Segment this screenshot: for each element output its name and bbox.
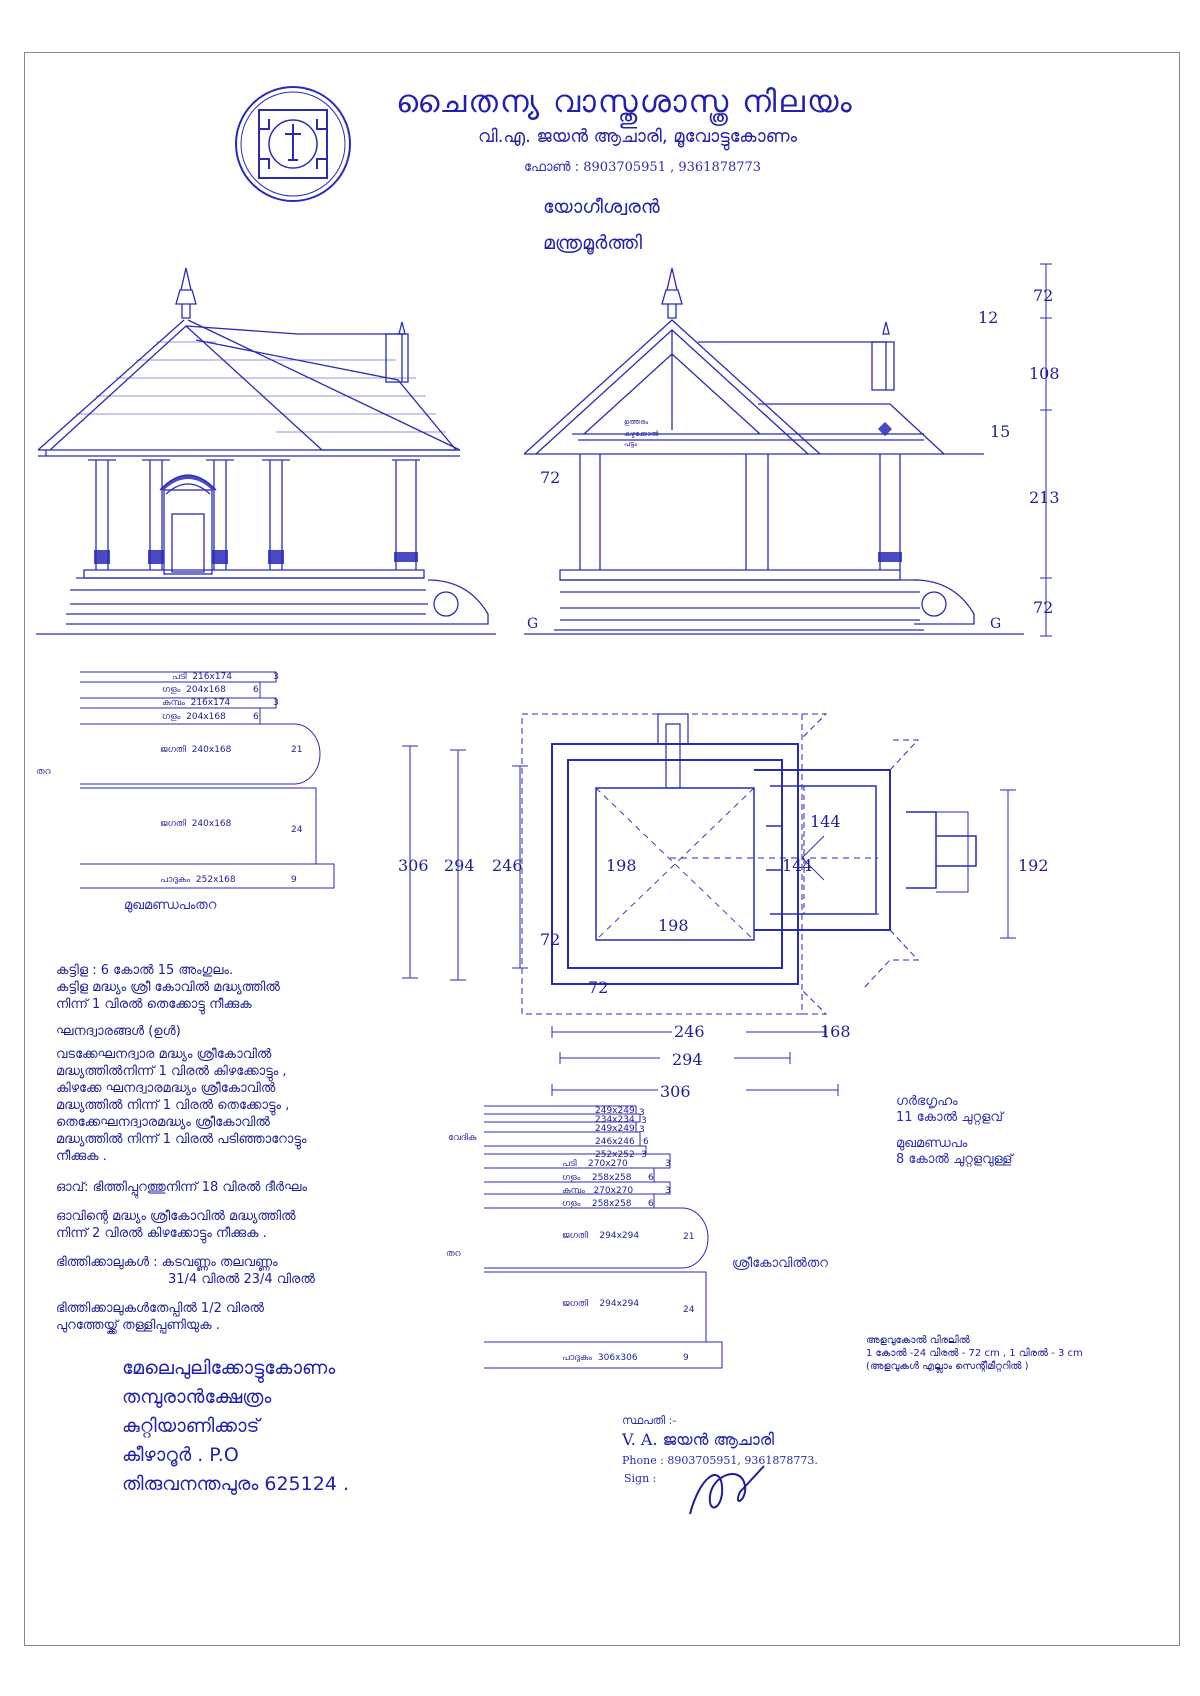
yantra-logo (232, 84, 354, 204)
plan-dim-246-bottom: 246 (674, 1022, 705, 1041)
mukha-row-5-size: 240x168 (191, 819, 232, 829)
plan-dim-294: 294 (444, 856, 475, 875)
plan-dim-144-top: 144 (810, 812, 841, 831)
garbha-title: ഗർഭഗൃഹം (896, 1094, 958, 1109)
front-elevation (36, 264, 496, 638)
sk-row-7-name: കമ്പം (562, 1186, 585, 1196)
plan-dim-246: 246 (492, 856, 523, 875)
elev-label-1: ഉത്തരം (624, 418, 649, 426)
sk-row-10-h: 24 (683, 1305, 695, 1315)
sk-row-0-h: 3 (639, 1108, 645, 1118)
sk-row-11-name: പാദുകം (562, 1353, 593, 1363)
sk-row-1-size: 234x234 (595, 1115, 635, 1125)
sk-side-label: തറ (446, 1249, 461, 1259)
note-12: ഓവ്: ഭിത്തിപ്പുറത്തുനിന്ന് 18 വിരൽ ദീർഘം (56, 1180, 307, 1195)
mukha-row-5-h: 24 (291, 825, 303, 835)
mukha-row-1-name: ഗളം (162, 685, 181, 695)
note-4: ഘനദ്വാരങ്ങൾ (ഉൾ) (56, 1024, 181, 1039)
note-6: മദ്ധ്യത്തിൽനിന്ന് 1 വിരൽ കിഴക്കോട്ടും , (56, 1064, 287, 1079)
signature-mark (680, 1456, 770, 1526)
spire-dim-12: 12 (978, 308, 999, 327)
mukha-row-2-size: 216x174 (190, 698, 231, 708)
mukha-row-0-h: 3 (273, 672, 279, 682)
height-dim-line (1034, 262, 1058, 638)
sk-row-6-size: 258x258 (591, 1173, 632, 1183)
plan-dim-306-bottom: 306 (660, 1082, 691, 1101)
mukha-row-3-size: 204x168 (186, 712, 226, 722)
mukha-row-4-h: 21 (291, 745, 303, 755)
mukha-row-2-h: 3 (273, 698, 279, 708)
height-dim-213: 213 (1029, 488, 1060, 507)
sk-row-5-h: 3 (665, 1159, 671, 1169)
sk-row-9-name: ജഗതി (562, 1231, 588, 1241)
measure-line-2: (അളവുകൾ എല്ലാം സെന്റീമീറ്ററിൽ ) (866, 1361, 1029, 1372)
sk-row-2-size: 249x249 (595, 1124, 635, 1134)
sreekovil-caption: ശ്രീകോവിൽതറ (732, 1256, 828, 1271)
note-7: കിഴക്കേ ഘനദ്വാരമദ്ധ്യം ശ്രീകോവിൽ (56, 1081, 276, 1096)
sk-row-9-size: 294x294 (599, 1231, 640, 1241)
sthapathi-phone: Phone : 8903705951, 9361878773. (622, 1454, 818, 1467)
garbha-value: 11 കോൽ ചുറ്റളവ് (896, 1110, 1003, 1125)
mukha-value: 8 കോൽ ചുറ്റളവുള്ള് (896, 1152, 1013, 1167)
vedika-label: വേദിക (448, 1133, 477, 1143)
sk-row-6-h: 6 (648, 1173, 654, 1183)
plan-dim-198-h: 198 (658, 916, 689, 935)
mukha-row-4-name: ജഗതി (160, 745, 186, 755)
note-3: നിന്ന് 1 വിരൽ തെക്കോട്ടു നീക്കുക (56, 997, 252, 1012)
note-15: ഭിത്തിക്കാലുകൾ : കടവണ്ണം തലവണ്ണം (56, 1255, 278, 1270)
mukha-title: മുഖമണ്ഡപം (896, 1136, 968, 1151)
measure-title: അളവുകോൽ വിരലിൽ (866, 1335, 970, 1346)
sk-row-10-size: 294x294 (599, 1299, 640, 1309)
note-10: മദ്ധ്യത്തിൽ നിന്ന് 1 വിരൽ പടിഞ്ഞാറോട്ടും (56, 1132, 307, 1147)
plan-dim-144-mid: 144 (782, 856, 813, 875)
plan-dim-198-v: 198 (606, 856, 637, 875)
construction-notes (56, 962, 315, 1334)
mukha-row-5-name: ജഗതി (160, 819, 186, 829)
mukha-row-1-size: 204x168 (186, 685, 226, 695)
mukha-row-6-name: പാദുകം (160, 875, 191, 885)
sk-row-4-h: 3 (641, 1150, 647, 1160)
sk-row-3-size: 246x246 (595, 1137, 635, 1147)
note-17: ഭിത്തിക്കാലുകൾതേപ്പിൽ 1/2 വിരൽ (56, 1301, 265, 1316)
note-14: നിന്ന് 2 വിരൽ കിഴക്കോട്ടും നീക്കുക . (56, 1226, 267, 1241)
plan-dim-168-bottom: 168 (820, 1022, 851, 1041)
note-11: നീക്കുക . (56, 1149, 107, 1164)
note-18: പുറത്തേയ്ക്ക് തള്ളിപ്പണിയുക . (56, 1318, 220, 1333)
owner-name: വി.എ. ജയൻ ആചാരി, മൂവോട്ടുകോണം (478, 126, 797, 147)
mukha-side-label: തറ (36, 767, 51, 777)
sk-row-1-h: 3 (641, 1116, 647, 1126)
mukha-row-6-h: 9 (291, 875, 297, 885)
measure-line-1: 1 കോൽ -24 വിരൽ - 72 cm , 1 വിരൽ - 3 cm (866, 1348, 1083, 1359)
sk-row-11-size: 306x306 (597, 1353, 638, 1363)
height-dim-72-top: 72 (1033, 286, 1054, 305)
sk-row-10-name: ജഗതി (562, 1299, 588, 1309)
elev-label-3: പട്ടം (624, 440, 638, 448)
note-5: വടക്കേഘനദ്വാര മദ്ധ്യം ശ്രീകോവിൽ (56, 1047, 272, 1062)
sk-row-8-name: ഗളം (562, 1199, 581, 1209)
note-9: തെക്കേഘനദ്വാരമദ്ധ്യം ശ്രീകോവിൽ (56, 1115, 270, 1130)
deity-form: മന്ത്രമൂർത്തി (543, 232, 642, 254)
sk-row-7-h: 3 (665, 1186, 671, 1196)
sk-row-3-h: 6 (643, 1137, 649, 1147)
mukha-caption: മുഖമണ്ഡപംതറ (124, 898, 217, 913)
angle-dim-15: 15 (990, 422, 1011, 441)
sk-row-8-h: 6 (648, 1199, 654, 1209)
ground-mark-right: G (990, 616, 1002, 632)
address-line-1: മേലെപുലിക്കോട്ടുകോണം (122, 1357, 336, 1379)
note-1: കട്ടിള : 6 കോൽ 15 അംഗുലം. (56, 963, 234, 978)
sthapathi-role: സ്ഥപതി :- (622, 1414, 677, 1427)
plan-dimension-lines (400, 740, 1020, 1040)
ground-mark-left: G (527, 616, 539, 632)
note-13: ഓവിന്റെ മദ്ധ്യം ശ്രീകോവിൽ മദ്ധ്യത്തിൽ (56, 1209, 296, 1224)
address-line-2: തമ്പുരാൻക്ഷേത്രം (122, 1386, 272, 1408)
sk-row-11-h: 9 (683, 1353, 689, 1363)
address-line-5: തിരുവനന്തപുരം 625124 . (122, 1473, 349, 1495)
sk-row-7-size: 270x270 (593, 1186, 634, 1196)
mukha-row-6-size: 252x168 (195, 875, 236, 885)
plan-dim-294-bottom: 294 (672, 1050, 703, 1069)
mukha-row-0-size: 216x174 (192, 672, 233, 682)
sk-row-5-size: 270x270 (588, 1159, 628, 1169)
mukha-row-3-h: 6 (253, 712, 259, 722)
sk-row-5-name: പടി (562, 1159, 577, 1169)
sthapathi-name: V. A. ജയൻ ആചാരി (622, 1430, 775, 1449)
deity-name: യോഗീശ്വരൻ (543, 196, 660, 218)
note-2: കട്ടിള മദ്ധ്യം ശ്രീ കോവിൽ മദ്ധ്യത്തിൽ (56, 980, 280, 995)
plan-dim-72-bottom: 72 (588, 978, 609, 997)
measure-block (866, 1334, 1083, 1373)
mukha-row-4-size: 240x168 (191, 745, 232, 755)
mukha-row-0-name: പടി (172, 672, 187, 682)
sk-row-8-size: 258x258 (591, 1199, 632, 1209)
plan-dim-306: 306 (398, 856, 429, 875)
sk-row-2-h: 3 (639, 1125, 645, 1135)
phone-row: ഫോൺ : 8903705951 , 9361878773 (524, 160, 762, 175)
side-dim-72: 72 (540, 468, 561, 487)
sk-row-6-name: ഗളം (562, 1173, 581, 1183)
height-dim-108: 108 (1029, 364, 1060, 383)
sign-label: Sign : (624, 1472, 657, 1485)
phone-label: ഫോൺ (524, 160, 571, 175)
temple-address (122, 1354, 349, 1499)
address-line-3: കുറ്റിയാണിക്കാട് (122, 1415, 260, 1437)
plan-dim-72-left: 72 (540, 930, 561, 949)
height-dim-72-bottom: 72 (1033, 598, 1054, 617)
sk-row-0-size: 249x249 (595, 1106, 635, 1116)
sk-row-4-size: 252x252 (595, 1150, 635, 1160)
note-8: മദ്ധ്യത്തിൽ നിന്ന് 1 വിരൽ തെക്കോട്ടും , (56, 1098, 290, 1113)
studio-title: ചൈതന്യ വാസ്തുശാസ്ത്ര നിലയം (396, 84, 854, 120)
note-16: 31/4 വിരൽ 23/4 വിരൽ (168, 1272, 315, 1287)
address-line-4: കീഴാറൂർ . P.O (122, 1444, 239, 1466)
side-elevation (524, 264, 1024, 638)
mukha-row-2-name: കമ്പം (162, 698, 185, 708)
plan-dim-192: 192 (1018, 856, 1049, 875)
phone-numbers: 8903705951 , 9361878773 (583, 160, 762, 175)
mukha-row-3-name: ഗളം (162, 712, 181, 722)
elev-label-2: കഴുക്കോൽ (624, 430, 659, 438)
mukha-row-1-h: 6 (253, 685, 259, 695)
sk-row-9-h: 21 (683, 1232, 695, 1242)
